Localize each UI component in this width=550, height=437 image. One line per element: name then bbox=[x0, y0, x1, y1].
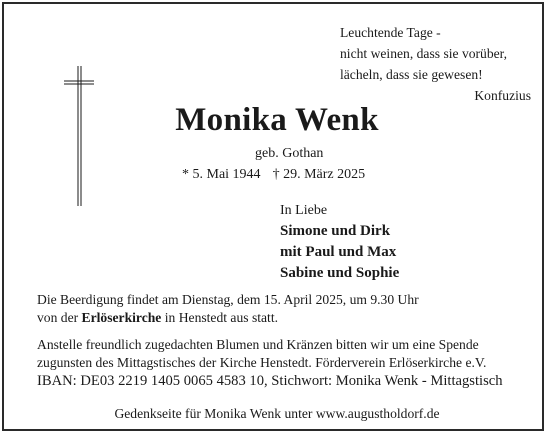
mourner-names: Simone und Dirk bbox=[280, 223, 391, 239]
death-date: † 29. März 2025 bbox=[272, 167, 366, 182]
mourner-names: Sabine und Sophie bbox=[280, 265, 400, 281]
funeral-suffix: in Henstedt aus statt. bbox=[161, 310, 279, 325]
quote-line: nicht weinen, dass sie vorüber, bbox=[340, 46, 508, 61]
mourners-block bbox=[280, 200, 399, 284]
church-name: Erlöserkirche bbox=[81, 310, 162, 325]
funeral-line: Die Beerdigung findet am Dienstag, dem 15. April 2025, um 9.30 Uhr bbox=[37, 292, 419, 307]
life-dates bbox=[182, 167, 365, 183]
donation-info bbox=[37, 336, 537, 390]
birth-name: geb. Gothan bbox=[255, 146, 324, 161]
donation-line: zugunsten des Mittagstisches der Kirche Henstedt. Förderverein Erlöserkirche e.V. bbox=[37, 355, 487, 370]
birth-date: * 5. Mai 1944 bbox=[182, 167, 261, 182]
iban-line: IBAN: DE03 2219 1405 0065 4583 10, Stichwort: Monika Wenk - Mittagstisch bbox=[37, 373, 503, 389]
quote-line: Leuchtende Tage - bbox=[340, 25, 441, 40]
donation-line: Anstelle freundlich zugedachten Blumen und Kränzen bitten wir um eine Spende bbox=[37, 337, 479, 352]
mourners-intro: In Liebe bbox=[280, 203, 328, 218]
memorial-quote bbox=[340, 22, 531, 106]
funeral-info bbox=[37, 291, 537, 327]
funeral-line bbox=[37, 309, 537, 327]
quote-line: lächeln, dass sie gewesen! bbox=[340, 67, 483, 82]
mourner-names: mit Paul und Max bbox=[280, 244, 397, 260]
memorial-page-link: Gedenkseite für Monika Wenk unter www.augustholdorf.de bbox=[114, 406, 440, 421]
quote-author: Konfuzius bbox=[474, 88, 531, 103]
deceased-name: Monika Wenk bbox=[175, 102, 379, 138]
funeral-prefix: von der bbox=[37, 310, 82, 325]
obituary-notice bbox=[2, 2, 544, 431]
